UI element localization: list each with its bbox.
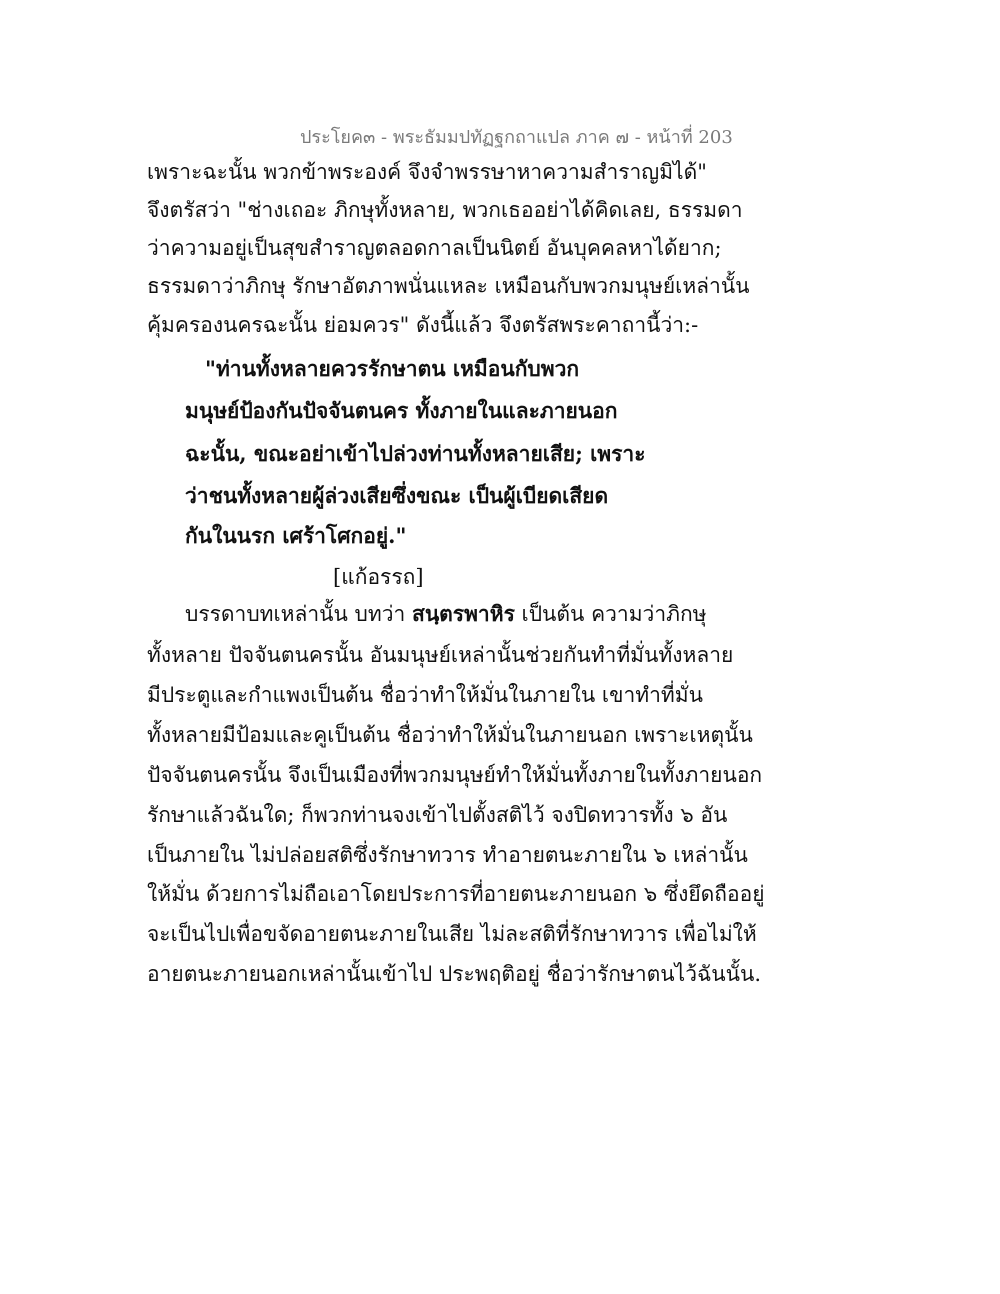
verse-line: ว่าชนทั้งหลายผู้ล่วงเสียซึ่งขณะ เป็นผู้เบียดเสียด — [185, 483, 609, 508]
paragraph-line: ให้มั่น ด้วยการไม่ถือเอาโดยประการที่อายตนะภายนอก ๖ ซึ่งยึดถืออยู่ — [147, 882, 765, 906]
commentary-suffix: เป็นต้น ความว่าภิกษุ — [514, 602, 707, 626]
commentary-prefix: บรรดาบทเหล่านั้น บทว่า — [185, 602, 412, 626]
commentary-first-line — [185, 600, 707, 628]
paragraph-line: ทั้งหลาย ปัจจันตนครนั้น อันมนุษย์เหล่านั้นช่วยกันทำที่มั่นทั้งหลาย — [147, 643, 734, 667]
paragraph-line: ว่าความอยู่เป็นสุขสำราญตลอดกาลเป็นนิตย์ อันบุคคลหาได้ยาก; — [147, 236, 722, 260]
commentary-term: สนฺตรพาหิร — [412, 601, 515, 626]
paragraph-line: จึงตรัสว่า "ช่างเถอะ ภิกษุทั้งหลาย, พวกเธออย่าได้คิดเลย, ธรรมดา — [147, 198, 743, 222]
verse-line: ฉะนั้น, ขณะอย่าเข้าไปล่วงท่านทั้งหลายเสีย; เพราะ — [185, 441, 646, 466]
verse-line: มนุษย์ป้องกันปัจจันตนคร ทั้งภายในและภายนอก — [185, 398, 618, 423]
paragraph-line: เป็นภายใน ไม่ปล่อยสติซึ่งรักษาทวาร ทำอายตนะภายใน ๖ เหล่านั้น — [147, 843, 748, 867]
verse-line: กันในนรก เศร้าโศกอยู่." — [185, 523, 407, 548]
paragraph-line: ทั้งหลายมีป้อมและคูเป็นต้น ชื่อว่าทำให้มั่นในภายนอก เพราะเหตุนั้น — [147, 723, 753, 747]
paragraph-line: ธรรมดาว่าภิกษุ รักษาอัตภาพนั่นแหละ เหมือนกับพวกมนุษย์เหล่านั้น — [147, 274, 750, 298]
running-header: ประโยค๓ - พระธัมมปทัฏฐกถาแปล ภาค ๗ - หน้าที่ 203 — [300, 127, 733, 148]
paragraph-line: มีประตูและกำแพงเป็นต้น ชื่อว่าทำให้มั่นในภายใน เขาทำที่มั่น — [147, 683, 703, 707]
section-heading: [แก้อรรถ] — [333, 565, 424, 589]
paragraph-line: จะเป็นไปเพื่อขจัดอายตนะภายในเสีย ไม่ละสติที่รักษาทวาร เพื่อไม่ให้ — [147, 922, 757, 946]
paragraph-line: รักษาแล้วฉันใด; ก็พวกท่านจงเข้าไปตั้งสติไว้ จงปิดทวารทั้ง ๖ อัน — [147, 803, 728, 827]
paragraph-line: อายตนะภายนอกเหล่านั้นเข้าไป ประพฤติอยู่ ชื่อว่ารักษาตนไว้ฉันนั้น. — [147, 962, 762, 986]
paragraph-line: คุ้มครองนครฉะนั้น ย่อมควร" ดังนี้แล้ว จึงตรัสพระคาถานี้ว่า:- — [147, 313, 699, 337]
paragraph-line: เพราะฉะนั้น พวกข้าพระองค์ จึงจำพรรษาหาความสำราญมิได้" — [147, 160, 707, 184]
paragraph-line: ปัจจันตนครนั้น จึงเป็นเมืองที่พวกมนุษย์ทำให้มั่นทั้งภายในทั้งภายนอก — [147, 763, 763, 787]
verse-line: "ท่านทั้งหลายควรรักษาตน เหมือนกับพวก — [205, 356, 580, 381]
